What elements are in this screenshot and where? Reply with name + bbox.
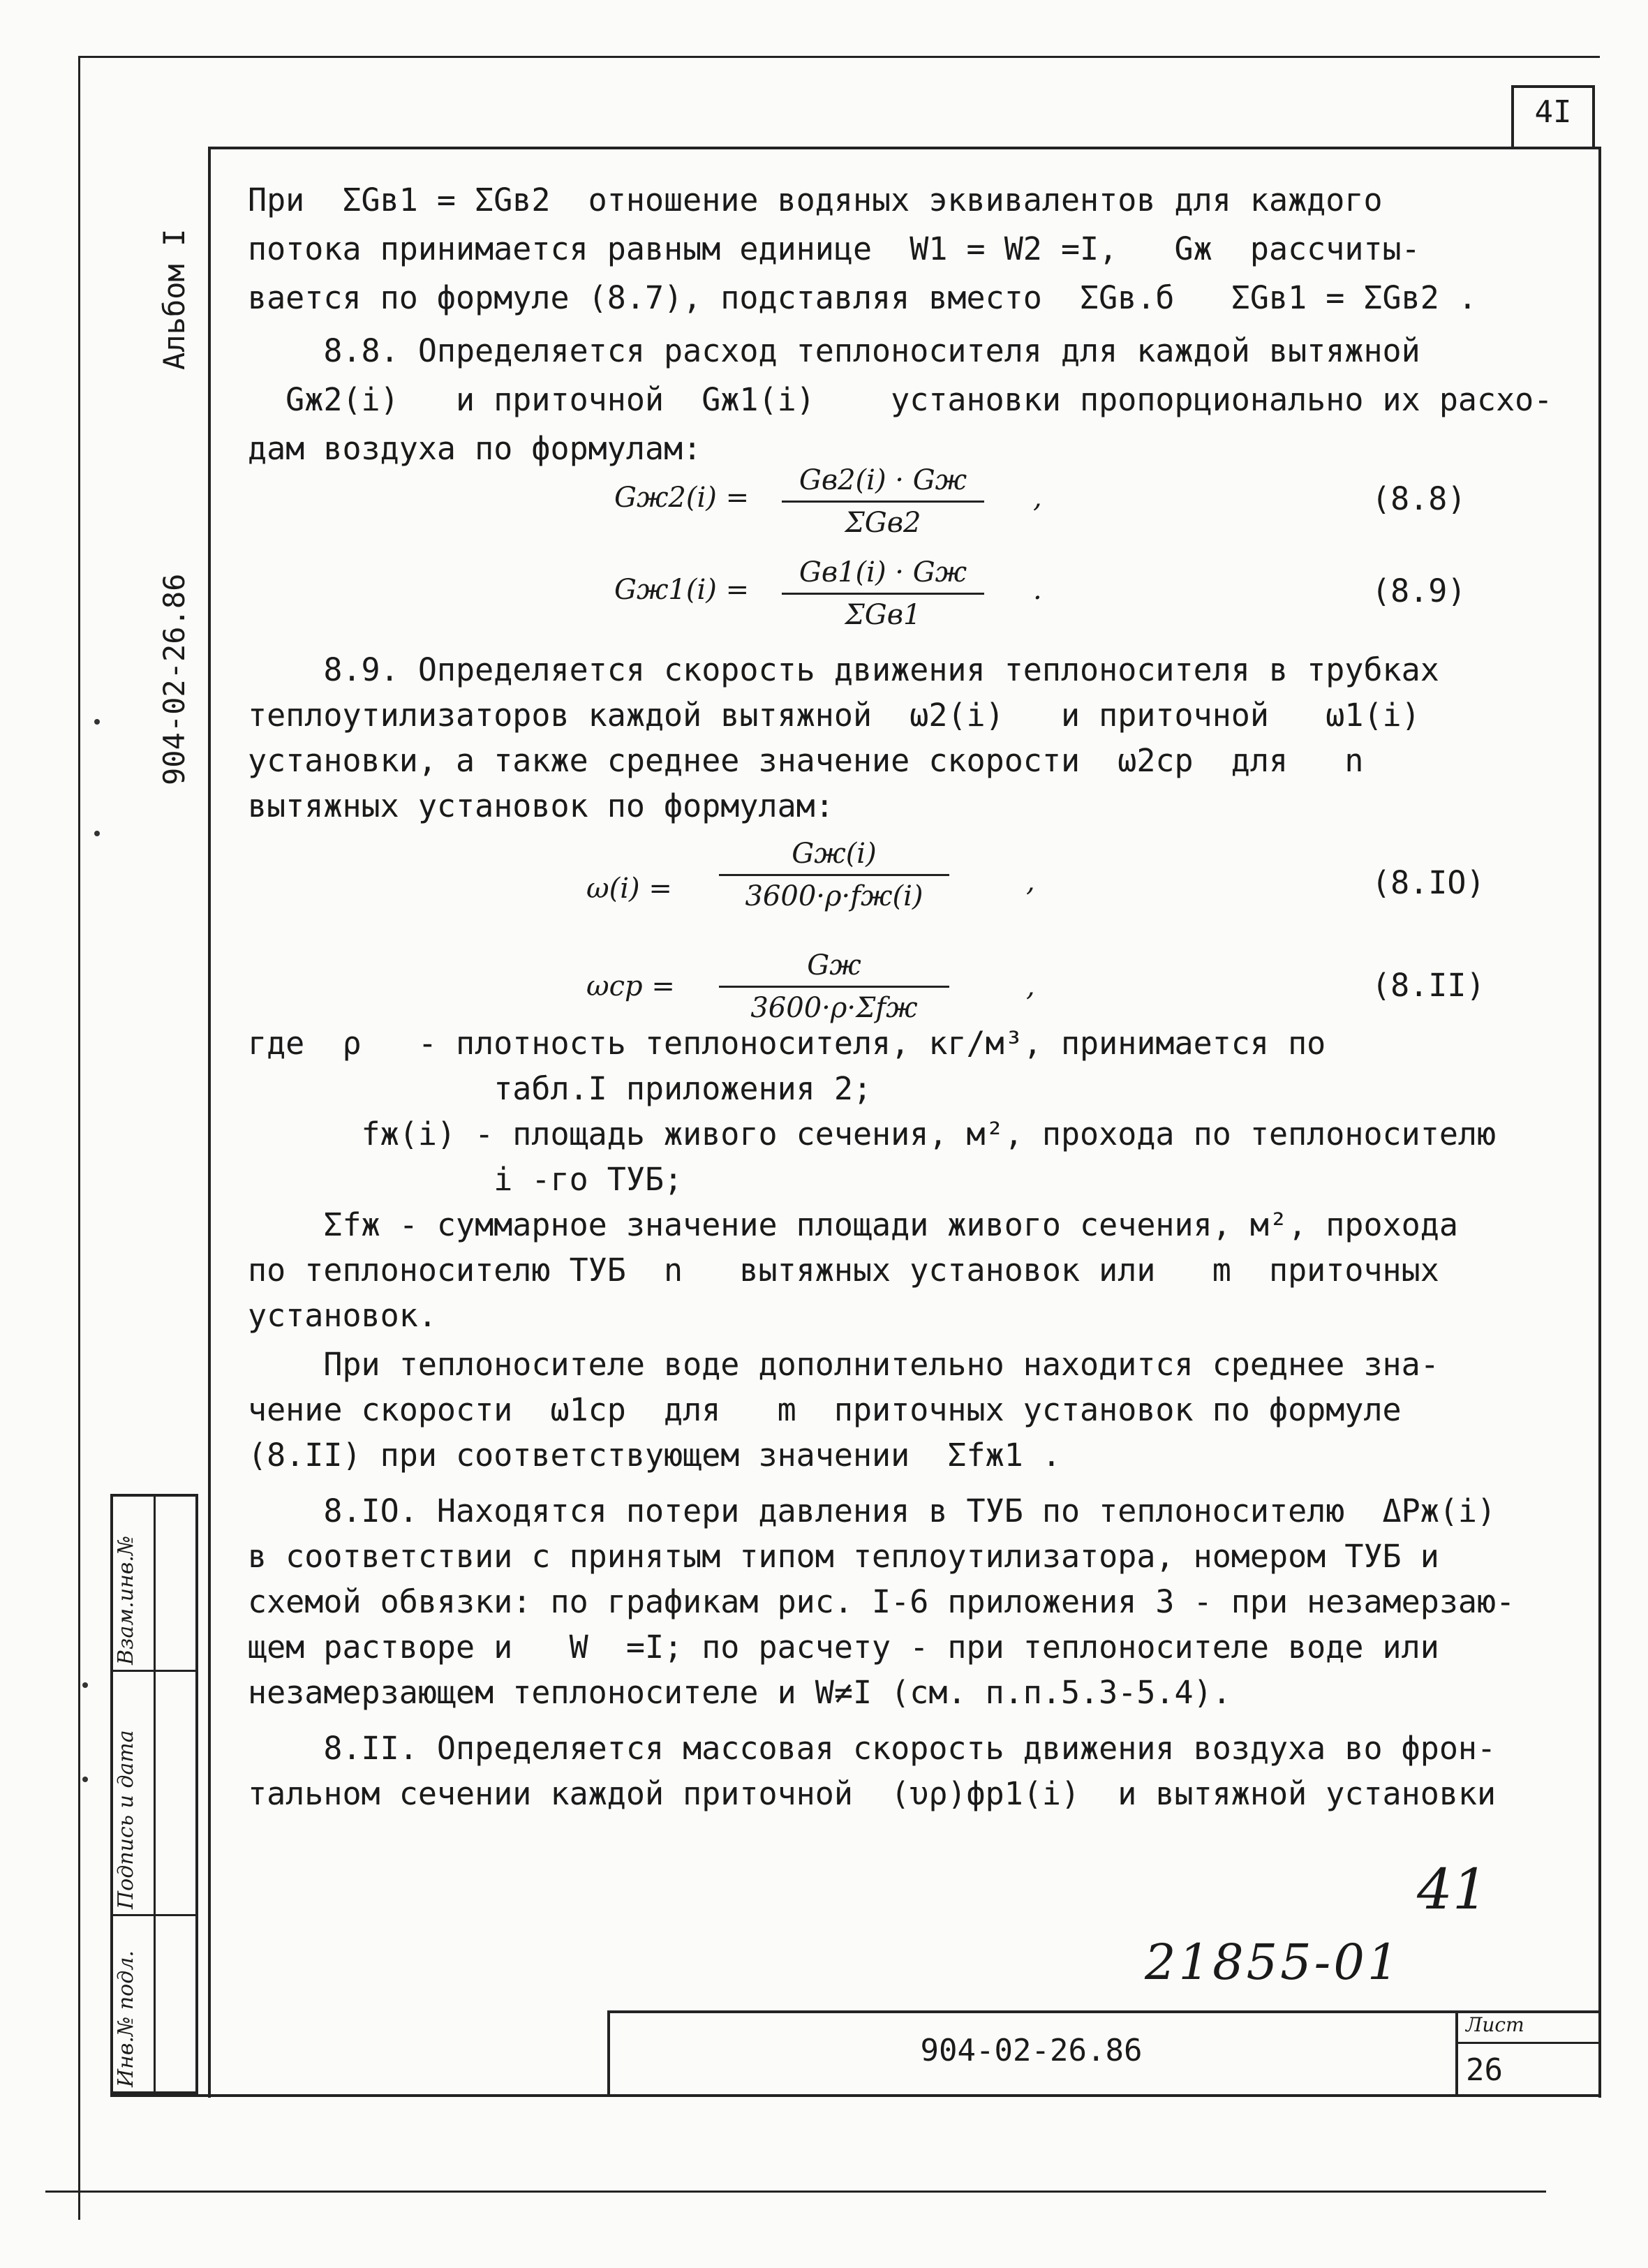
eq-8-10-bar [719, 874, 949, 876]
definition-line: i -го ТУБ; [248, 1161, 683, 1198]
eq-8-8-denominator: ΣGв2 [845, 507, 921, 539]
definition-line: Σfж - суммарное значение площади живого сечения, м², прохода [248, 1206, 1458, 1243]
definition-line: установок. [248, 1297, 437, 1334]
eq-8-9-bar [782, 593, 984, 595]
eq-8-9-lhs: Gж1(i) = [614, 574, 750, 606]
stamp-divider-v [154, 1494, 156, 2094]
eq-8-10-denominator: 3600·ρ·fж(i) [745, 880, 923, 912]
para-8-8-line: дам воздуха по формулам: [248, 430, 702, 467]
top-frame-line [78, 56, 1600, 58]
intro-line: потока принимается равным единице W1 = W2 =I, Gж рассчиты- [248, 230, 1420, 267]
eq-8-10-number: (8.IO) [1372, 864, 1485, 901]
eq-8-11-fraction [719, 949, 949, 1024]
para-8-10-line: незамерзающем теплоносителе и W≠I (см. п.п.5.3-5.4). [248, 1674, 1231, 1711]
intro-line: вается по формуле (8.7), подставляя вместо ΣGв.б ΣGв1 = ΣGв2 . [248, 279, 1477, 316]
water-line: (8.II) при соответствующем значении Σfж1 . [248, 1437, 1061, 1474]
eq-8-9-tail: . [1033, 574, 1042, 606]
eq-8-11-lhs: ωср = [586, 970, 675, 1002]
sheet-cell-divider [1455, 2042, 1601, 2044]
eq-8-9-number: (8.9) [1372, 572, 1467, 609]
title-block-divider [1455, 2010, 1458, 2097]
eq-8-8-number: (8.8) [1372, 480, 1467, 517]
eq-8-11-denominator: 3600·ρ·Σfж [750, 992, 918, 1024]
stamp-label-replace: Взам.инв.№ [114, 1535, 138, 1665]
definition-line: где ρ - плотность теплоносителя, кг/м³, принимается по [248, 1025, 1326, 1062]
para-8-11-line: тальном сечении каждой приточной (υρ)фр1(i) и вытяжной установки [248, 1775, 1497, 1812]
para-8-10-line: щем растворе и W =I; по расчету - при теплоносителе воде или [248, 1629, 1439, 1666]
eq-8-8-fraction [782, 464, 984, 539]
stamp-divider-h1 [110, 1670, 198, 1672]
handwritten-page-number: 41 [1417, 1857, 1488, 1922]
stamp-label-sign: Подпись и дата [114, 1730, 138, 1909]
title-block-code: 904-02-26.86 [920, 2033, 1143, 2068]
sheet-label: Лист [1466, 2013, 1524, 2036]
definition-line: fж(i) - площадь живого сечения, м², прохода по теплоносителю [248, 1116, 1497, 1152]
para-8-9-line: 8.9. Определяется скорость движения теплоносителя в трубках [248, 651, 1439, 688]
side-document-code: 904-02-26.86 [157, 573, 191, 785]
eq-8-8-tail: , [1033, 482, 1042, 514]
eq-8-8-bar [782, 501, 984, 503]
margin-mark [82, 1777, 88, 1782]
definition-line: табл.I приложения 2; [248, 1070, 873, 1107]
para-8-10-line: в соответствии с принятым типом теплоутилизатора, номером ТУБ и [248, 1538, 1439, 1575]
eq-8-11-tail: , [1026, 970, 1035, 1002]
left-margin-line [78, 56, 80, 2220]
eq-8-10-numerator: Gж(i) [792, 838, 877, 870]
para-8-9-line: вытяжных установок по формулам: [248, 787, 834, 824]
side-album-label: Альбом I [157, 228, 191, 370]
para-8-10-line: 8.IO. Находятся потери давления в ТУБ по теплоносителю ΔPж(i) [248, 1492, 1497, 1529]
stamp-divider-h2 [110, 1914, 198, 1916]
eq-8-10-fraction [719, 838, 949, 912]
handwritten-inventory-number: 21855-01 [1145, 1934, 1402, 1991]
eq-8-11-numerator: Gж [807, 949, 861, 981]
eq-8-9-fraction [782, 556, 984, 631]
para-8-8-line: Gж2(i) и приточной Gж1(i) установки пропорционально их расхо- [248, 381, 1553, 418]
para-8-9-line: установки, а также среднее значение скорости ω2ср для n [248, 742, 1364, 779]
sheet-number: 26 [1466, 2052, 1503, 2088]
page-number-top: 4I [1534, 94, 1572, 130]
para-8-11-line: 8.II. Определяется массовая скорость движения воздуха во фрон- [248, 1730, 1497, 1767]
margin-mark [94, 831, 100, 836]
eq-8-10-lhs: ω(i) = [586, 873, 672, 905]
stamp-label-inv: Инв.№ подл. [114, 1950, 138, 2087]
eq-8-8-lhs: Gж2(i) = [614, 482, 750, 514]
eq-8-11-number: (8.II) [1372, 967, 1485, 1004]
intro-line: При ΣGв1 = ΣGв2 отношение водяных эквивалентов для каждого [248, 181, 1383, 218]
margin-mark [82, 1682, 88, 1688]
water-line: чение скорости ω1ср для m приточных установок по формуле [248, 1391, 1402, 1428]
eq-8-10-tail: , [1026, 866, 1035, 898]
definition-line: по теплоносителю ТУБ n вытяжных установок или m приточных [248, 1252, 1439, 1289]
eq-8-8-numerator: Gв2(i) · Gж [799, 464, 967, 496]
para-8-8-line: 8.8. Определяется расход теплоносителя для каждой вытяжной [248, 332, 1420, 369]
para-8-9-line: теплоутилизаторов каждой вытяжной ω2(i) и приточной ω1(i) [248, 697, 1420, 734]
eq-8-11-bar [719, 986, 949, 988]
margin-mark [94, 719, 100, 725]
eq-8-9-numerator: Gв1(i) · Gж [799, 556, 967, 588]
water-line: При теплоносителе воде дополнительно находится среднее зна- [248, 1346, 1439, 1383]
bottom-frame-line [45, 2191, 1546, 2193]
eq-8-9-denominator: ΣGв1 [845, 599, 921, 631]
para-8-10-line: схемой обвязки: по графикам рис. I-6 приложения 3 - при незамерзаю- [248, 1583, 1515, 1620]
